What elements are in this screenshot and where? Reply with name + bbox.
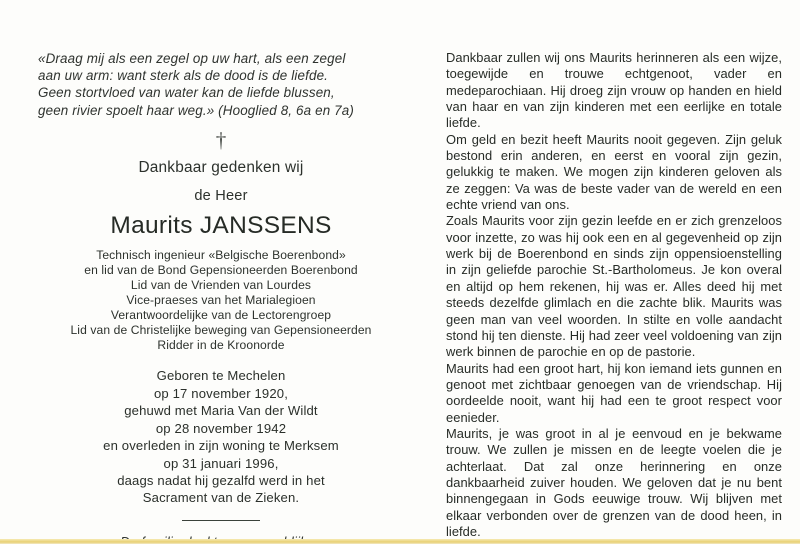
eulogy-paragraph: Maurits, je was groot in al je eenvoud en je bekwame trouw. We zullen je missen en de leegte voelen die je achterlaat. Dat zal onze herinnering en onze dankbaarheid zuiver houden. We geloven dat je nu bent binnengegaan in Gods eeuwige trouw. Wij blijven met elkaar verbonden over de grenzen van de dood heen, in liefde.	[446, 425, 782, 539]
eulogy-text	[446, 50, 782, 540]
title-item: Lid van de Christelijke beweging van Gepensioneerden	[70, 323, 372, 338]
eulogy-paragraph: Dankbaar zullen wij ons Maurits herinneren als een wijze, toegewijde en trouwe echtgenoot, vader en medeparochiaan. Hij droeg zijn vrouw op handen en hield van haar en van zijn kinderen met een eerlijke en totale liefde.	[446, 50, 782, 131]
title-item: Lid van de Vrienden van Lourdes	[130, 278, 312, 292]
title-item: Vice-praeses van het Marialegioen	[126, 293, 316, 308]
eulogy-paragraph: Maurits had een groot hart, hij kon iemand iets gunnen en genoot met zichtbaar genoegen van de vriendschap. Hij oordeelde nooit, want hij had een te groot respect voor eenieder.	[446, 360, 782, 425]
title-item: en lid van de Bond Gepensioneerden Boerenbond	[84, 262, 358, 277]
eulogy-paragraph: Om geld en bezit heeft Maurits nooit gegeven. Zijn geluk bestond erin anderen, en eerst en vooral zijn gezin, gelukkig te maken. We mogen zijn kinderen geloven als ze zeggen: Va was de beste vader van de wereld en een echte vriend van ons.	[446, 131, 782, 213]
verse-line: aan uw arm: want sterk als de dood is de liefde.	[38, 68, 329, 84]
memorial-intro: Dankbaar gedenken wij	[138, 158, 304, 176]
date-line: Sacrament van de Zieken.	[142, 490, 300, 506]
deceased-name: Maurits JANSSENS	[110, 211, 332, 239]
verse-line: Geen stortvloed van water kan de liefde blussen,	[38, 85, 335, 101]
titles-list	[38, 248, 404, 354]
right-column	[424, 0, 800, 544]
divider-rule	[182, 520, 260, 522]
salutation: de Heer	[194, 187, 248, 204]
date-line: gehuwd met Maria Van der Wildt	[124, 403, 318, 419]
title-item: Technisch ingenieur «Belgische Boerenbond»	[96, 247, 346, 262]
date-line: en overleden in zijn woning te Merksem	[103, 438, 339, 454]
verse-line: «Draag mij als een zegel op uw hart, als een zegel	[38, 51, 346, 66]
date-line: op 31 januari 1996,	[163, 455, 279, 471]
title-item: Ridder in de Kroonorde	[157, 338, 285, 353]
date-line: op 17 november 1920,	[153, 385, 289, 401]
verse-line: geen rivier spoelt haar weg.» (Hooglied 8, 6a en 7a)	[38, 102, 354, 118]
title-item: Verantwoordelijke van de Lectorengroep	[110, 308, 332, 323]
scripture-verse	[38, 50, 404, 119]
life-dates	[38, 367, 404, 506]
date-line: Geboren te Mechelen	[156, 368, 286, 384]
scan-edge-strip	[0, 539, 800, 544]
latin-cross-icon: †	[215, 127, 227, 152]
date-line: daags nadat hij gezalfd werd in het	[117, 472, 325, 488]
date-line: op 28 november 1942	[155, 420, 287, 436]
eulogy-paragraph: Zoals Maurits voor zijn gezin leefde en er zich grenzeloos voor inzette, zo was hij ook een en al gegevenheid op zijn werk bij de Boerenbond en sinds zijn oppensioenstelling in zijn geliefde parochie St.-Bartholomeus. Je kon overal en altijd op hem rekenen, hij was er. Alles deed hij met steeds dezelfde glimlach en die zachte blik. Maurits was geen man van veel woorden. In stilte en volle aandacht stond hij ten dienste. Hij had zeer veel voldoening van zijn werk binnen de parochie en op de pastorie.	[446, 213, 782, 360]
